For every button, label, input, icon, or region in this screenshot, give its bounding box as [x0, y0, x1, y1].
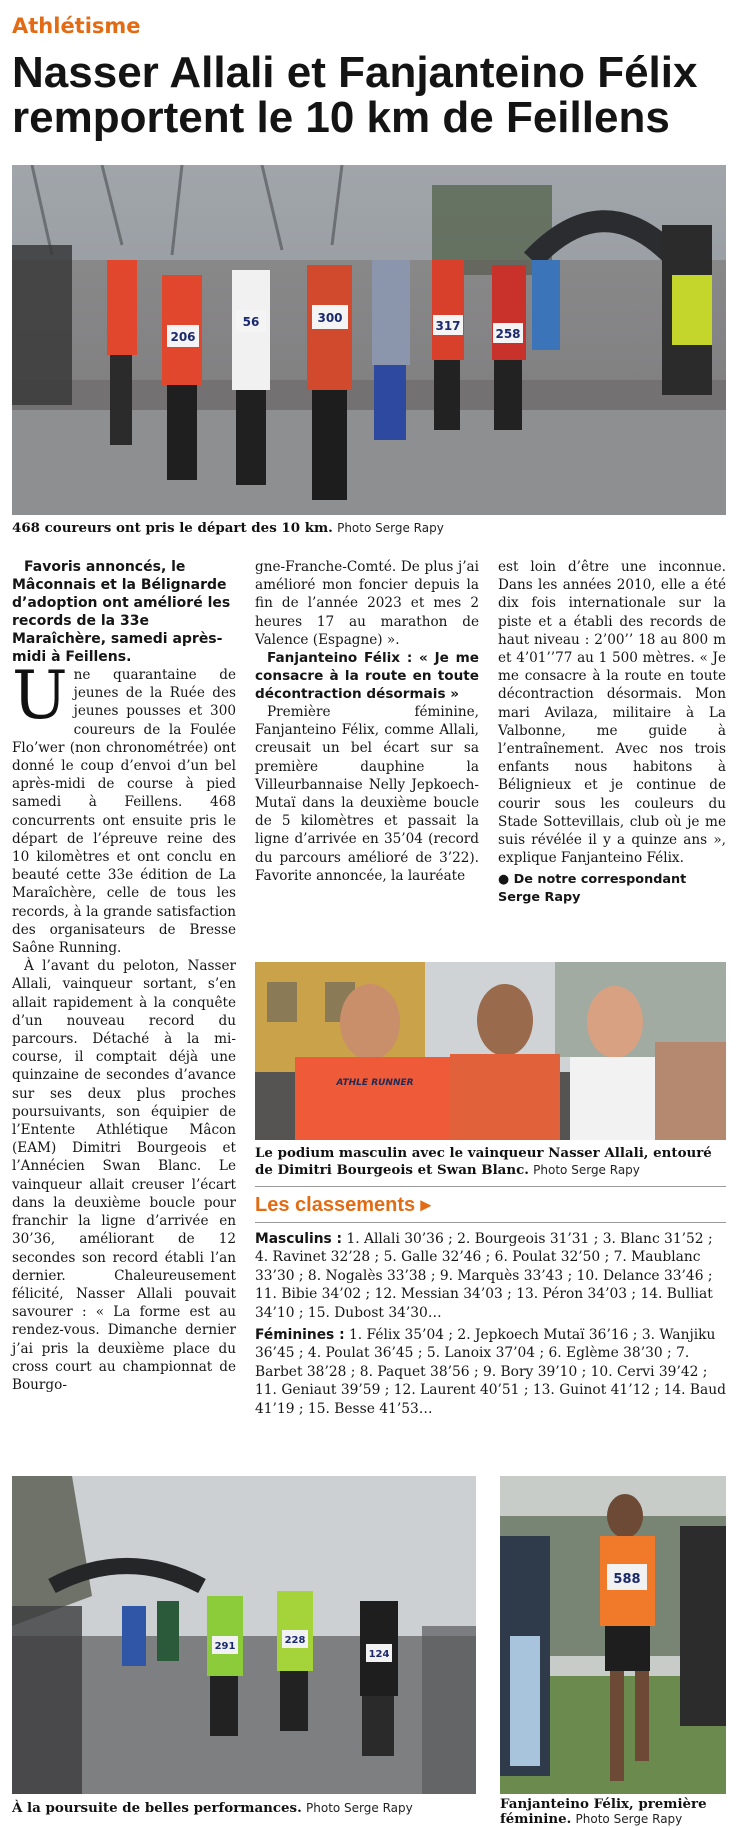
- ranking-masculins-text: 1. Allali 30’36 ; 2. Bourgeois 31’31 ; 3. Blanc 31’52 ; 4. Ravinet 32’28 ; 5. Galle 32’46 ; 6. Poulat 32’50 ; 7. Maublanc 33’30 ; 8. Nogalès 33’38 ; 9. Marquès 33’43 ; 10. Delance 33’46 ; 11. Bibie 34’02 ; 12. Messian 34’03 ; 13. Péron 34’03 ; 14. Bulliat 34’10 ; 15. Dubost 34’30…: [255, 1231, 713, 1321]
- article-paragraph: est loin d’être une inconnue. Dans les années 2010, elle a été dix fois internationale sur la piste et a établi des records de haut niveau : 2’00’’ 18 au 800 m et 4’01’’77 au 1 500 mètres. « Je me consacre à la route en toute décontraction désormais. Mon mari Avilaza, militaire à La Valbonne, me guide à l’entraînement. Avec nos trois enfants nous habitons à Bélignieux et je continue de courir sous les couleurs du Stade Sottevillais, club où je me suis révélée il y a quinze ans », explique Fanjanteino Félix.: [498, 559, 726, 867]
- main-photo-caption: [12, 520, 726, 537]
- ranking-feminines-text: 1. Félix 35’04 ; 2. Jepkoech Mutaï 36’16 ; 3. Wanjiku 36’45 ; 4. Poulat 36’45 ; 5. Lanoix 37’04 ; 6. Eglème 38’30 ; 7. Barbet 38’28 ; 8. Paquet 38’56 ; 9. Bory 39’10 ; 10. Cervi 39’42 ; 11. Geniaut 39’59 ; 12. Laurent 40’51 ; 13. Guinot 41’12 ; 14. Baud 41’19 ; 15. Besse 41’53…: [255, 1327, 726, 1417]
- ranking-feminines-label: Féminines :: [255, 1327, 345, 1344]
- article-headline: Nasser Allali et Fanjanteino Félix remportent le 10 km de Feillens: [12, 48, 698, 142]
- article-paragraph: À l’avant du peloton, Nasser Allali, vainqueur sortant, s’en allait rapidement à la conquête d’un nouveau record du parcours. Détaché à la mi-course, il comptait déjà une quinzaine de secondes d’avance sur ses deux plus proches poursuivants, son équipier de l’Entente Athlétique Mâcon (EAM) Dimitri Bourgeois et l’Annécien Swan Blanc. Le vainqueur allait creuser l’écart dans la deuxième boucle pour franchir la ligne d’arrivée en 30’36, améliorant de 12 secondes son record établi l’an dernier. Chaleureusement félicité, Nasser Allali pouvait savourer : « La forme est au rendez-vous. Dimanche dernier j’ai pris la deuxième place du cross court au championnat de Bourgo-: [12, 958, 236, 1393]
- signature: [498, 871, 726, 907]
- signature-line-1: ● De notre correspondant: [498, 872, 687, 888]
- pursuit-photo-caption: [12, 1800, 476, 1817]
- bib-228: 228: [284, 1635, 306, 1646]
- ranking-masculins: [255, 1230, 726, 1322]
- main-photo-caption-text: 468 coureurs ont pris le départ des 10 km.: [12, 520, 333, 536]
- article-paragraph: gne-Franche-Comté. De plus j’ai amélioré mon foncier depuis la fin de l’année 2023 et mes 2 heures 17 au marathon de Valence (Espagne) ».: [255, 559, 479, 648]
- bib-317: 317: [435, 319, 461, 333]
- bib-291: 291: [214, 1641, 236, 1652]
- main-photo-credit: Photo Serge Rapy: [337, 521, 444, 535]
- podium-shirt-text: ATHLE RUNNER: [336, 1078, 414, 1088]
- article-column-1: [12, 558, 236, 1394]
- signature-line-2: Serge Rapy: [498, 890, 581, 906]
- podium-photo: [255, 962, 726, 1140]
- felix-photo-caption: [500, 1797, 726, 1827]
- bib-124: 124: [368, 1649, 390, 1660]
- pursuit-photo: [12, 1476, 476, 1794]
- podium-photo-caption-text: Le podium masculin avec le vainqueur Nasser Allali, entouré de Dimitri Bourgeois et Swan Blanc.: [255, 1145, 712, 1178]
- bib-56: 56: [242, 315, 260, 329]
- article-paragraph: ne quarantaine de jeunes de la Ruée des jeunes pousses et 300 coureurs de la Foulée Flo’wer (non chronométrée) ont donné le coup d’envoi d’un bel après-midi de course à pied samedi à Feillens. 468 concurrents ont ensuite pris le départ de l’épreuve reine des 10 kilomètres et ont conclu en beauté cette 33e édition de La Maraîchère, celle de tous les records, à la grande satisfaction des organisateurs de Bresse Saône Running.: [12, 667, 236, 957]
- podium-photo-caption: [255, 1145, 726, 1179]
- bib-206: 206: [170, 330, 196, 344]
- article-column-2: [255, 558, 479, 885]
- bib-588: 588: [613, 1572, 641, 1587]
- bib-258: 258: [495, 327, 521, 341]
- classements-list: [255, 1230, 726, 1422]
- bib-300: 300: [317, 311, 343, 325]
- dropcap: U: [12, 657, 68, 734]
- article-lead: Favoris annoncés, le Mâconnais et la Bélignarde d’adoption ont amélioré les records de la 33e Maraîchère, samedi après-midi à Feillens.: [12, 559, 231, 665]
- felix-photo-caption-text: Fanjanteino Félix, première féminine.: [500, 1796, 707, 1827]
- pursuit-photo-caption-text: À la poursuite de belles performances.: [12, 1800, 302, 1816]
- section-divider: [255, 1222, 726, 1223]
- podium-photo-credit: Photo Serge Rapy: [533, 1163, 640, 1177]
- main-photo: [12, 165, 726, 515]
- article-paragraph: Première féminine, Fanjanteino Félix, comme Allali, creusait un bel écart sur sa première dauphine la Villeurbannaise Nelly Jepkoech-Mutaï dans la deuxième boucle de 5 kilomètres et passait la ligne d’arrivée en 35’04 (record du parcours amélioré de 3’22). Favorite annoncée, la lauréate: [255, 704, 479, 884]
- classements-title: Les classements ▸: [255, 1194, 431, 1216]
- article-subhead: Fanjanteino Félix : « Je me consacre à la route en toute décontraction désormais »: [255, 650, 479, 703]
- article-column-3: [498, 558, 726, 907]
- felix-photo-credit: Photo Serge Rapy: [575, 1812, 683, 1826]
- section-divider: [255, 1186, 726, 1187]
- section-kicker: Athlétisme: [12, 14, 141, 38]
- ranking-masculins-label: Masculins :: [255, 1231, 343, 1247]
- felix-photo: [500, 1476, 726, 1794]
- ranking-feminines: [255, 1326, 726, 1418]
- pursuit-photo-credit: Photo Serge Rapy: [306, 1801, 413, 1815]
